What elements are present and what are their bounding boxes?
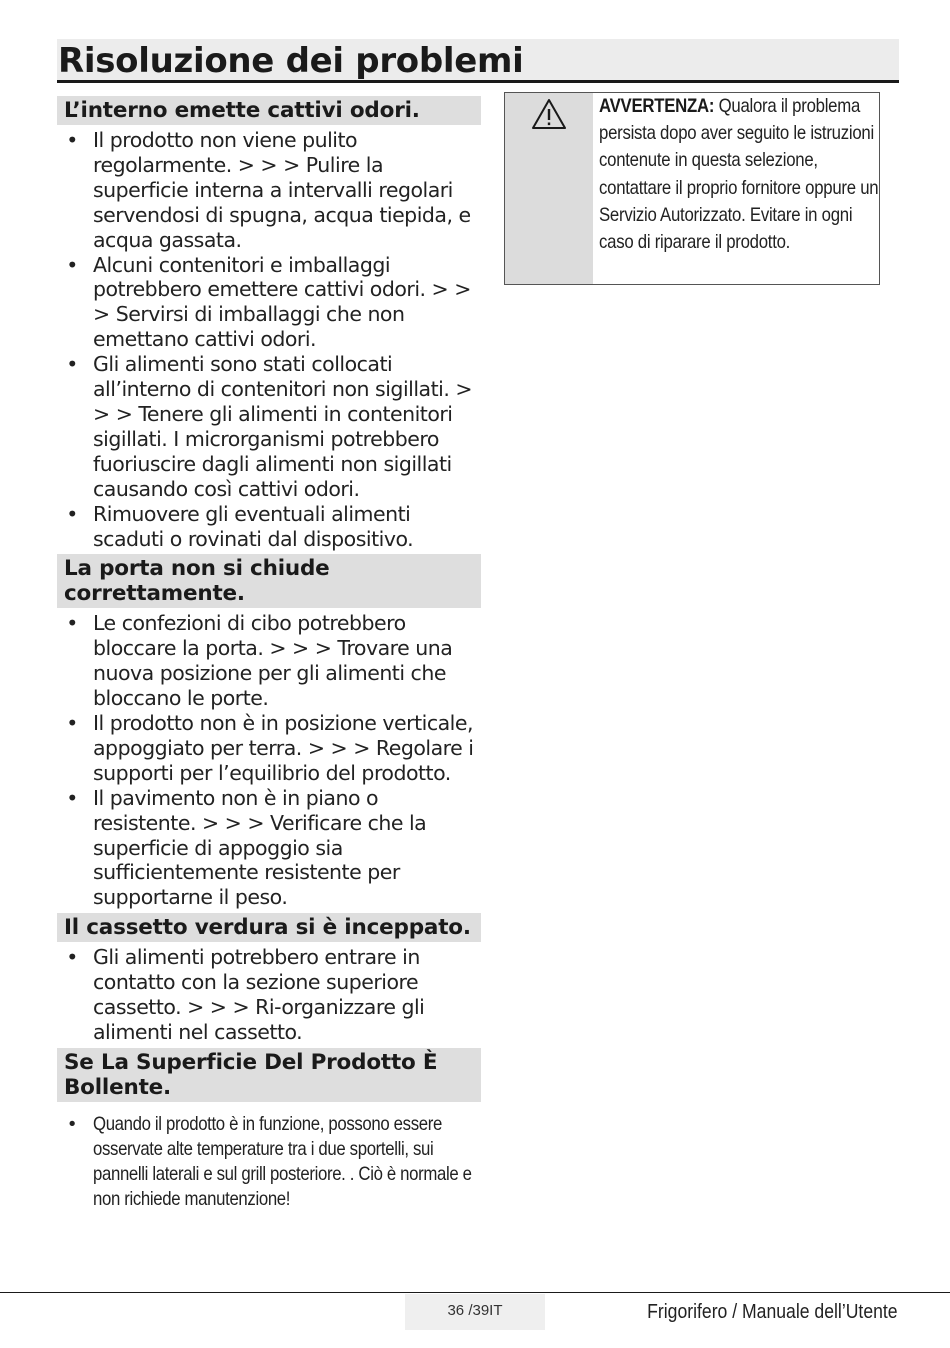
list-item-text: Il prodotto non viene pulito regolarmente. > > > Pulire la superficie interna a intervalli regolari servendosi di spugna, acqua tiepida, e acqua gassata.	[93, 128, 471, 252]
list-item	[57, 611, 481, 711]
list-item-text: Rimuovere gli eventuali alimenti scaduti o rovinati dal dispositivo.	[93, 501, 414, 551]
bullet-icon: •	[66, 252, 78, 277]
troubleshooting-column	[57, 96, 481, 1215]
list-item	[57, 786, 481, 911]
warning-triangle-icon	[531, 98, 567, 130]
warning-text	[599, 93, 889, 256]
bullet-icon: •	[66, 711, 78, 736]
warning-icon-cell	[505, 93, 593, 284]
list-item-text: Quando il prodotto è in funzione, possono essere osservate alte temperature tra i due sportelli, sui pannelli laterali e sul grill posteriore. . Ciò è normale e non richiede manutenzione!	[93, 1112, 472, 1210]
list-item-text: Le confezioni di cibo potrebbero bloccare la porta. > > > Trovare una nuova posizione per gli alimenti che bloccano le porte.	[93, 611, 453, 711]
bullet-list	[57, 942, 481, 1048]
list-item-text: Il pavimento non è in piano o resistente. > > > Verificare che la superficie di appoggio sia sufficientemente resistente per supportarne il peso.	[93, 785, 427, 910]
bullet-list	[57, 125, 481, 554]
bullet-icon: •	[66, 501, 78, 526]
list-item	[57, 352, 481, 501]
page-title: Risoluzione dei problemi	[58, 41, 524, 81]
footer-document-title: Frigorifero / Manuale dell’Utente	[647, 1301, 898, 1323]
bullet-list	[57, 608, 481, 913]
list-item-text: Alcuni contenitori e imballaggi potrebbero emettere cattivi odori. > > > Servirsi di imballaggi che non emettano cattivi odori.	[93, 252, 471, 352]
warning-label: AVVERTENZA:	[599, 95, 715, 117]
section-crisper-jammed	[57, 913, 481, 1048]
warning-box	[504, 92, 880, 285]
section-heading: L’interno emette cattivi odori.	[57, 96, 481, 125]
list-item	[57, 1112, 481, 1212]
list-item	[57, 945, 481, 1045]
section-heading: Se La Superficie Del Prodotto È Bollente.	[57, 1048, 481, 1102]
bullet-icon: •	[68, 1112, 76, 1135]
section-bad-odor	[57, 96, 481, 554]
list-item	[57, 711, 481, 786]
warning-message: Qualora il problema persista dopo aver seguito le istruzioni contenute in questa selezione, contattare il proprio fornitore oppure un Servizio Autorizzato. Evitare in ogni caso di riparare il prodotto.	[599, 95, 879, 254]
page-number: 36 /39IT	[405, 1294, 545, 1330]
list-item-text: Gli alimenti potrebbero entrare in contatto con la sezione superiore cassetto. > > > Ri-organizzare gli alimenti nel cassetto.	[93, 945, 425, 1044]
page-title-bar	[57, 39, 899, 83]
bullet-list	[57, 1102, 481, 1215]
list-item	[57, 253, 481, 353]
list-item-text: Gli alimenti sono stati collocati all’interno di contenitori non sigillati. > > > Tenere gli alimenti in contenitori sigillati. I microrganismi potrebbero fuoriuscire dagli alimenti non sigillati causando così cattivi odori.	[93, 352, 473, 501]
list-item	[57, 128, 481, 253]
bullet-icon: •	[66, 785, 78, 810]
section-surface-hot	[57, 1048, 481, 1215]
bullet-icon: •	[66, 945, 78, 970]
section-heading: La porta non si chiude correttamente.	[57, 554, 481, 608]
bullet-icon: •	[66, 128, 78, 152]
section-door-not-closing	[57, 554, 481, 913]
footer-divider	[0, 1292, 950, 1293]
list-item	[57, 502, 481, 552]
bullet-icon: •	[66, 352, 78, 377]
bullet-icon: •	[66, 611, 78, 636]
section-heading: Il cassetto verdura si è inceppato.	[57, 913, 481, 942]
list-item-text: Il prodotto non è in posizione verticale, appoggiato per terra. > > > Regolare i supporti per l’equilibrio del prodotto.	[93, 711, 474, 785]
